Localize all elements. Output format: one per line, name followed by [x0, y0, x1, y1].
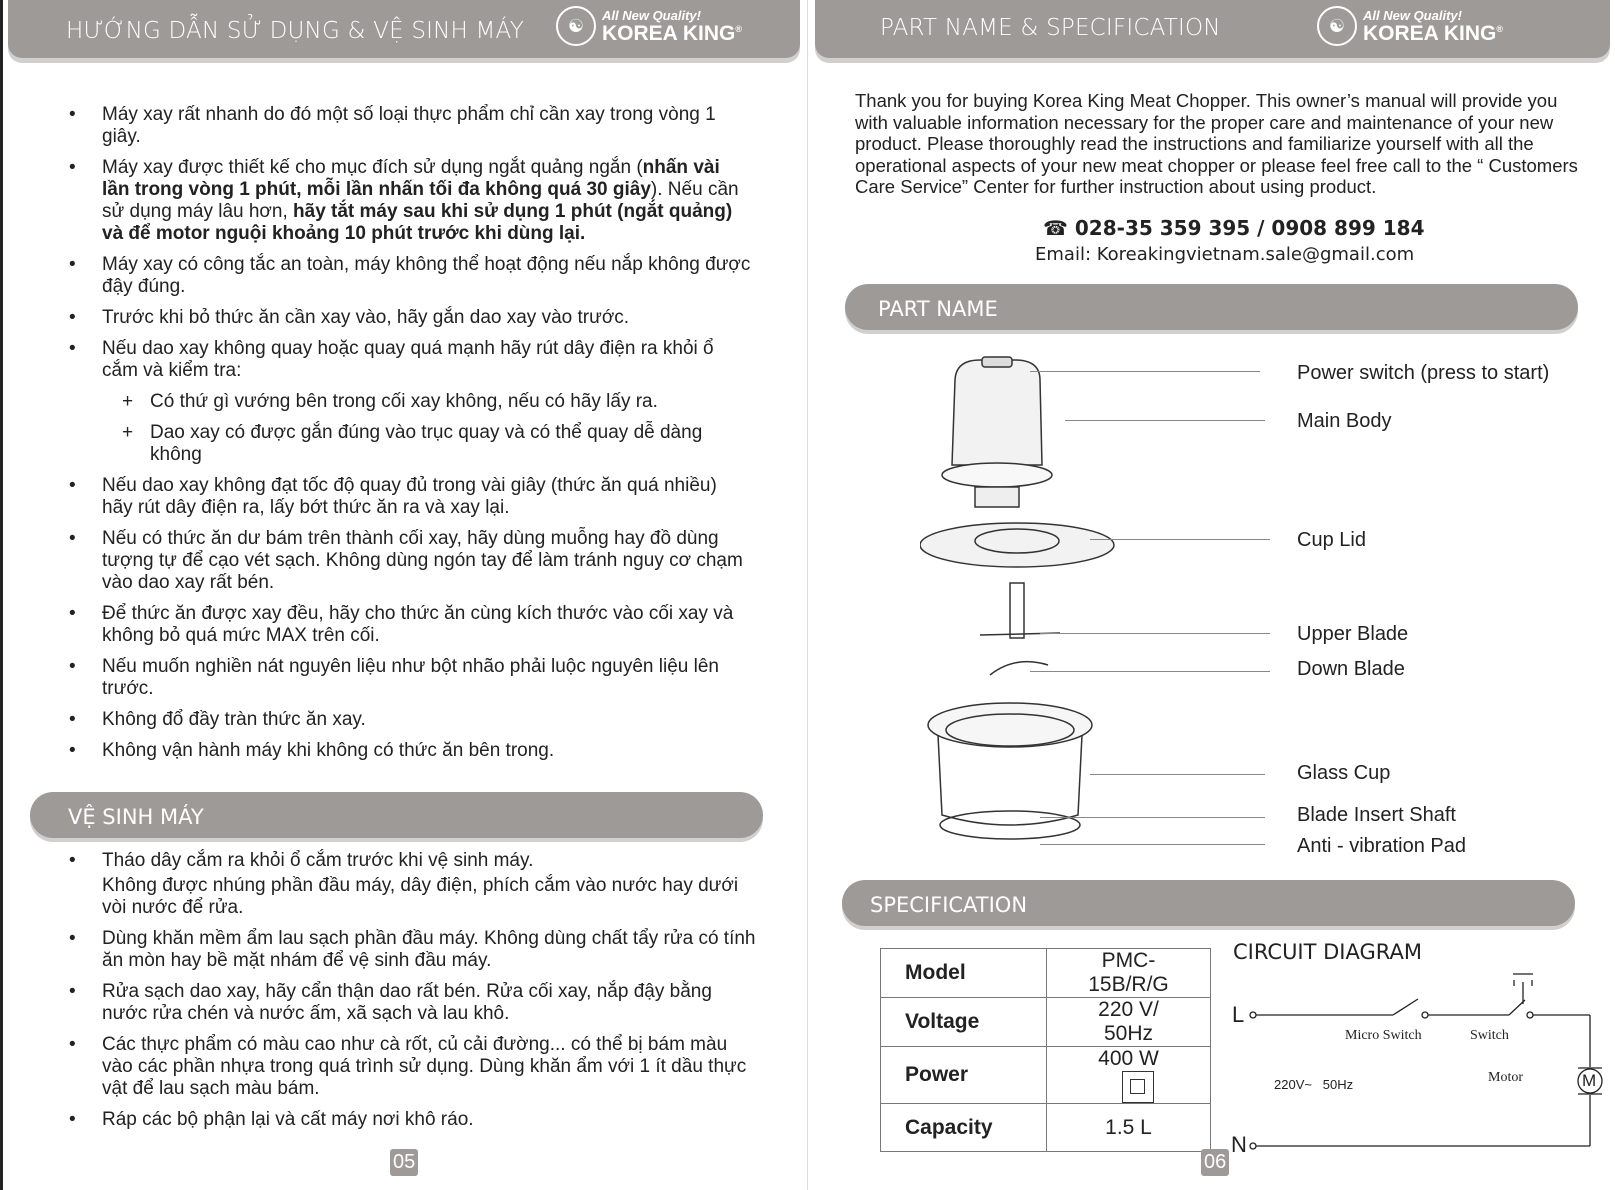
page-number: 05	[390, 1149, 418, 1176]
specification-bar: SPECIFICATION	[842, 880, 1575, 926]
seal-icon: ☯	[556, 6, 596, 46]
motor-icon: M	[1582, 1071, 1597, 1090]
table-row: Model PMC-15B/R/G	[881, 949, 1211, 998]
main-body	[952, 360, 1042, 465]
list-item: • Máy xay rất nhanh do đó một số loại thực phẩm chỉ cần xay trong vòng 1 giây.	[72, 104, 752, 148]
circuit-title: CIRCUIT DIAGRAM	[1233, 940, 1422, 964]
list-item: • Máy xay có công tắc an toàn, máy không thể hoạt động nếu nắp không được đậy đúng.	[72, 254, 752, 298]
list-item: • Các thực phẩm có màu cao như cà rốt, củ cải đường... có thể bị bám màu vào các phần nhựa trong quá trình sử dụng. Dùng khăn ẩm với 1 ít dầu thực vật để lau sạch màu bám.	[72, 1034, 762, 1100]
seal-icon: ☯	[1317, 6, 1357, 46]
intro-text: Thank you for buying Korea King Meat Chopper. This owner’s manual will provide you with valuable information necessary for the proper care and maintenance of your new product. Please thoroughly read the instructions and familiarize yourself with all the operational aspects of your new meat chopper or please feel free call to the “ Customers Care Service” Center for further instruction about using product.	[855, 90, 1578, 197]
cleaning-list	[72, 850, 762, 1140]
cleaning-section-bar: VỆ SINH MÁY	[30, 792, 763, 838]
list-item: + Dao xay có được gắn đúng vào trục quay và có thể quay dễ dàng không	[72, 422, 752, 466]
usage-list	[72, 104, 752, 771]
chopper-illustration	[920, 355, 1120, 865]
list-item: • Trước khi bỏ thức ăn cần xay vào, hãy gắn dao xay vào trước.	[72, 307, 752, 329]
page-divider	[807, 0, 808, 1190]
left-header-title: HƯỚNG DẪN SỬ DỤNG & VỆ SINH MÁY	[66, 18, 524, 44]
part-label-down-blade: Down Blade	[1297, 658, 1405, 680]
list-item: • Để thức ăn được xay đều, hãy cho thức ăn cùng kích thước vào cối xay và không bỏ quá mức MAX trên cối.	[72, 603, 752, 647]
brand-logo: ☯ All New Quality! KOREA KING®	[1317, 6, 1503, 46]
list-item: • Nếu muốn nghiền nát nguyên liệu như bột nhão phải luộc nguyên liệu lên trước.	[72, 656, 752, 700]
table-row: Voltage 220 V/ 50Hz	[881, 998, 1211, 1047]
list-item: • Dùng khăn mềm ẩm lau sạch phần đầu máy. Không dùng chất tẩy rửa có tính ăn mòn hay bề mặt nhám để vệ sinh đầu máy.	[72, 928, 762, 972]
phone-line: ☎ 028-35 359 395 / 0908 899 184	[1043, 216, 1425, 240]
email: Email: Koreakingvietnam.sale@gmail.com	[1035, 244, 1415, 265]
left-header	[8, 0, 800, 58]
glass-cup-rim	[928, 703, 1092, 747]
part-label-anti-vibration-pad: Anti - vibration Pad	[1297, 835, 1466, 857]
class-ii-icon	[1122, 1071, 1154, 1103]
list-item: • Nếu có thức ăn dư bám trên thành cối xay, hãy dùng muỗng hay đồ dùng tượng tự để cạo vét sạch. Không dùng ngón tay để làm tránh nguy cơ chạm vào dao xay rất bén.	[72, 528, 752, 594]
list-item: Không được nhúng phần đầu máy, dây điện, phích cắm vào nước hay dưới vòi nước để rửa.	[102, 875, 739, 918]
list-item: • Nếu dao xay không đạt tốc độ quay đủ trong vài giây (thức ăn quá nhiều) hãy rút dây điện ra, lấy bớt thức ăn ra và xay lại.	[72, 475, 752, 519]
table-row: Capacity 1.5 L	[881, 1104, 1211, 1152]
brand-logo: ☯ All New Quality! KOREA KING®	[556, 6, 742, 46]
list-item: • Không đổ đầy tràn thức ăn xay.	[72, 709, 752, 731]
list-item: • Rửa sạch dao xay, hãy cẩn thận dao rất bén. Rửa cối xay, nắp đậy bằng nước rửa chén và nước ấm, xã sạch và lau khô.	[72, 981, 762, 1025]
part-label-glass-cup: Glass Cup	[1297, 762, 1391, 784]
list-item: • Ráp các bộ phận lại và cất máy nơi khô ráo.	[72, 1109, 762, 1131]
part-label-upper-blade: Upper Blade	[1297, 623, 1409, 645]
part-name-bar: PART NAME	[845, 284, 1578, 330]
part-label-cup-lid: Cup Lid	[1297, 529, 1366, 551]
part-label-main-body: Main Body	[1297, 410, 1392, 432]
table-row: Power 400 W	[881, 1047, 1211, 1104]
right-header-title: PART NAME & SPECIFICATION	[880, 15, 1221, 41]
part-label-blade-shaft: Blade Insert Shaft	[1297, 804, 1456, 826]
blade-shaft	[1010, 583, 1024, 638]
list-item: • Không vận hành máy khi không có thức ăn bên trong.	[72, 740, 752, 762]
list-item: + Có thứ gì vướng bên trong cối xay không, nếu có hãy lấy ra.	[72, 391, 752, 413]
page-number: 06	[1201, 1149, 1229, 1176]
circuit-diagram: CIRCUIT DIAGRAM L N Micro Switch Switch Motor M 220V~ 50Hz	[1233, 940, 1603, 1150]
down-blade	[990, 662, 1048, 675]
left-edge	[0, 0, 3, 1190]
phone-icon: ☎	[1043, 216, 1068, 240]
right-header	[815, 0, 1610, 58]
list-item: • Máy xay được thiết kế cho mục đích sử dụng ngắt quảng ngắn (nhấn vài lần trong vòng 1 phút, mỗi lần nhấn tối đa không quá 30 giây). Nếu cần sử dụng máy lâu hơn, hãy tắt máy sau khi sử dụng 1 phút (ngắt quảng) và để motor nguội khoảng 10 phút trước khi dùng lại.	[72, 157, 752, 245]
spec-table	[880, 948, 1211, 1152]
circuit-wiring	[1233, 940, 1603, 1150]
list-item: • Nếu dao xay không quay hoặc quay quá mạnh hãy rút dây điện ra khỏi ổ cắm và kiểm tra:	[72, 338, 752, 382]
part-label-power-switch: Power switch (press to start)	[1297, 362, 1550, 384]
list-item: • Tháo dây cắm ra khỏi ổ cắm trước khi vệ sinh máy.	[72, 850, 762, 872]
power-switch	[982, 357, 1012, 367]
